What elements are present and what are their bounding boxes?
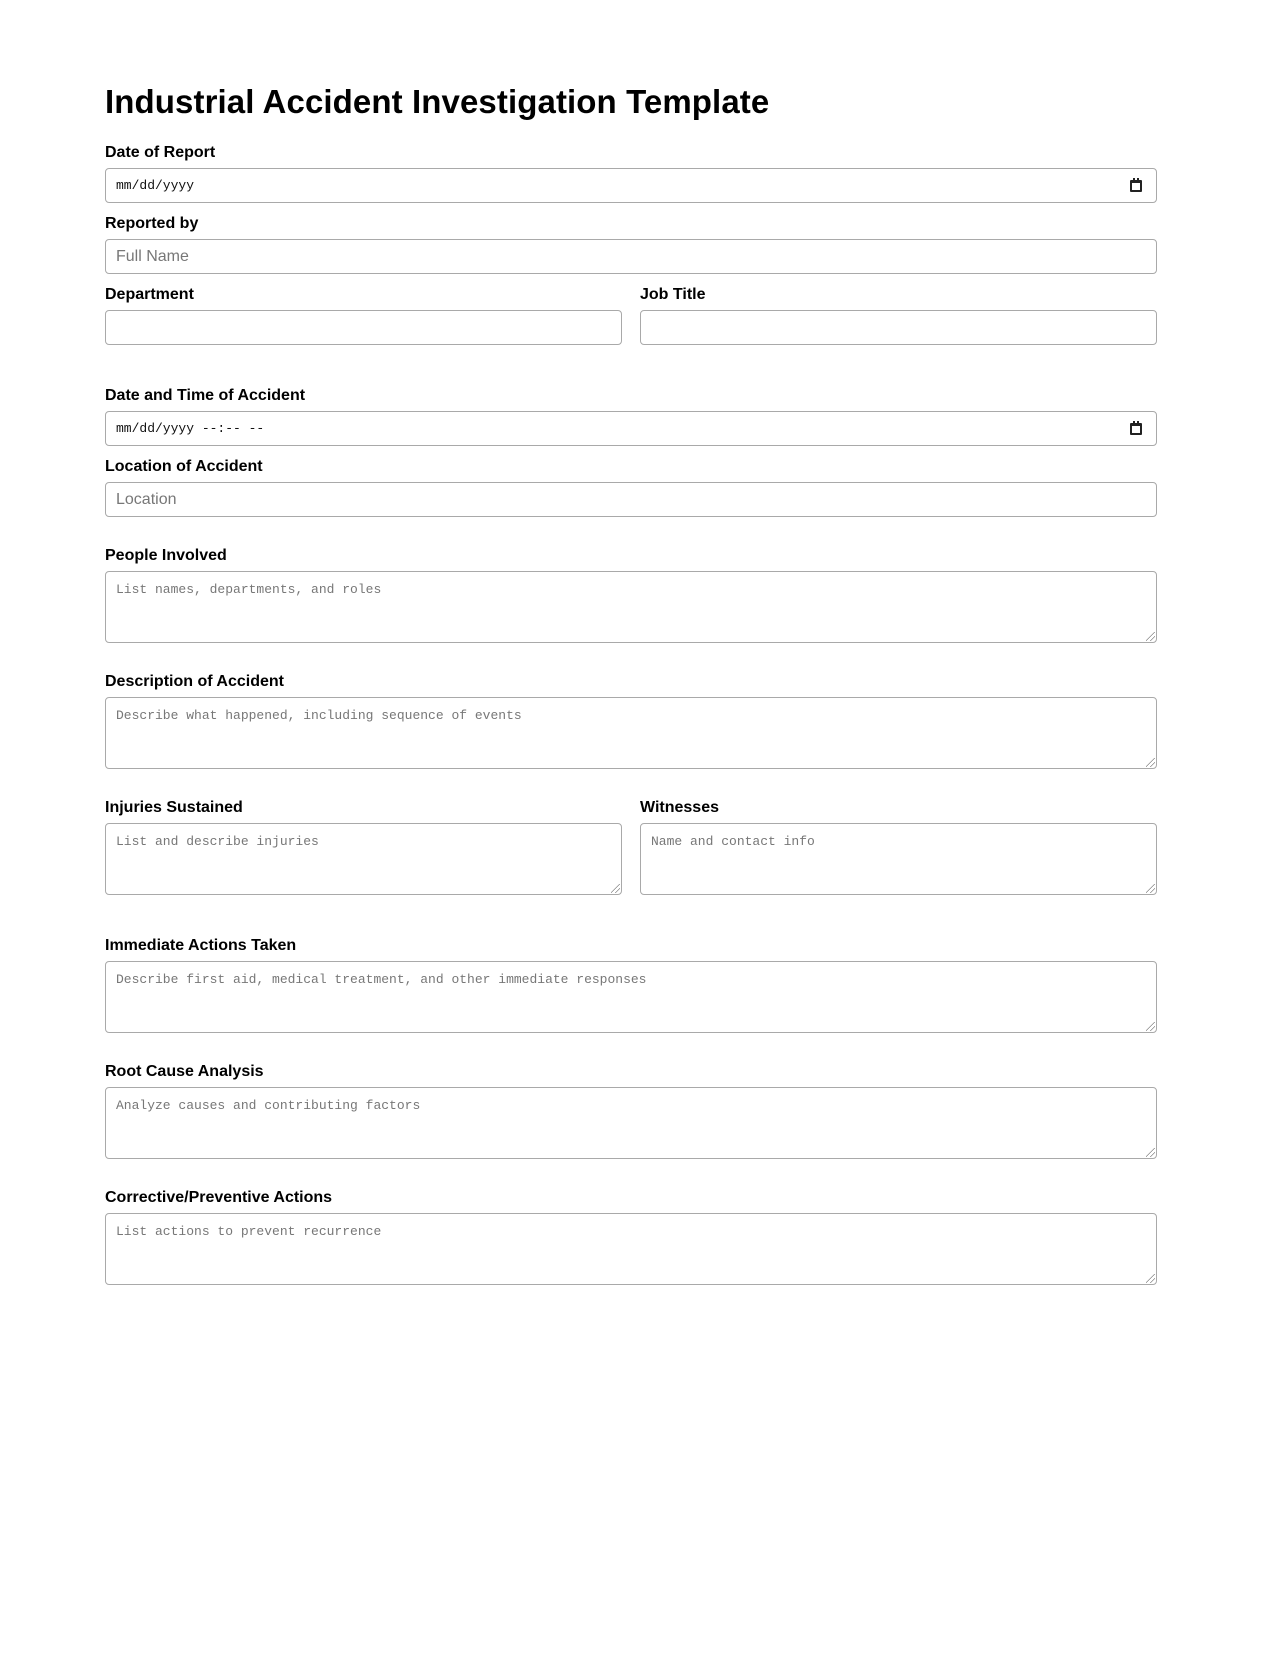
description-of-accident-textarea[interactable]	[105, 697, 1157, 769]
people-involved-label: People Involved	[105, 547, 227, 564]
immediate-actions-section	[105, 937, 1157, 1033]
injuries-sustained-label: Injuries Sustained	[105, 799, 243, 816]
resize-handle-icon[interactable]	[1146, 1148, 1155, 1157]
reported-by-placeholder: Full Name	[116, 247, 189, 265]
date-of-report-label: Date of Report	[105, 144, 216, 161]
location-of-accident-field	[105, 458, 1157, 517]
location-of-accident-input[interactable]	[105, 482, 1157, 517]
root-cause-textarea[interactable]	[105, 1087, 1157, 1159]
accident-details-section	[105, 387, 1157, 517]
corrective-actions-field	[105, 1189, 1157, 1285]
people-involved-placeholder: List names, departments, and roles	[116, 582, 382, 597]
department-job-row	[105, 286, 1157, 357]
people-involved-section	[105, 547, 1157, 643]
immediate-actions-field	[105, 937, 1157, 1033]
accident-investigation-form	[105, 144, 1157, 1299]
date-time-of-accident-label: Date and Time of Accident	[105, 387, 306, 404]
resize-handle-icon[interactable]	[1146, 1274, 1155, 1283]
department-field	[105, 286, 622, 345]
date-of-report-input[interactable]	[105, 168, 1157, 203]
reported-by-field	[105, 215, 1157, 274]
calendar-icon[interactable]	[1130, 180, 1142, 192]
injuries-placeholder: List and describe injuries	[116, 834, 319, 849]
people-involved-textarea[interactable]	[105, 571, 1157, 643]
witnesses-placeholder: Name and contact info	[651, 834, 815, 849]
calendar-icon[interactable]	[1130, 423, 1142, 435]
injuries-sustained-textarea[interactable]	[105, 823, 622, 895]
job-title-label: Job Title	[640, 286, 706, 303]
report-info-section	[105, 144, 1157, 357]
resize-handle-icon[interactable]	[1146, 632, 1155, 641]
root-cause-field	[105, 1063, 1157, 1159]
injuries-sustained-field	[105, 799, 622, 895]
description-placeholder: Describe what happened, including sequence of events	[116, 708, 522, 723]
immediate-actions-label: Immediate Actions Taken	[105, 937, 297, 954]
immediate-actions-textarea[interactable]	[105, 961, 1157, 1033]
resize-handle-icon[interactable]	[611, 884, 620, 893]
date-of-report-field	[105, 144, 1157, 203]
reported-by-label: Reported by	[105, 215, 199, 232]
corrective-actions-placeholder: List actions to prevent recurrence	[116, 1224, 382, 1239]
reported-by-input[interactable]	[105, 239, 1157, 274]
location-of-accident-label: Location of Accident	[105, 458, 263, 475]
description-of-accident-label: Description of Accident	[105, 673, 284, 690]
root-cause-placeholder: Analyze causes and contributing factors	[116, 1098, 421, 1113]
resize-handle-icon[interactable]	[1146, 884, 1155, 893]
description-of-accident-field	[105, 673, 1157, 769]
injuries-witnesses-section	[105, 799, 1157, 907]
witnesses-label: Witnesses	[640, 799, 719, 816]
job-title-input[interactable]	[640, 310, 1157, 345]
corrective-actions-label: Corrective/Preventive Actions	[105, 1189, 333, 1206]
root-cause-label: Root Cause Analysis	[105, 1063, 264, 1080]
job-title-field	[640, 286, 1157, 345]
date-time-of-accident-field	[105, 387, 1157, 446]
date-time-of-accident-input[interactable]	[105, 411, 1157, 446]
department-input[interactable]	[105, 310, 622, 345]
corrective-actions-textarea[interactable]	[105, 1213, 1157, 1285]
root-cause-section	[105, 1063, 1157, 1159]
date-of-report-value: mm/dd/yyyy	[116, 178, 195, 193]
department-label: Department	[105, 286, 194, 303]
description-section	[105, 673, 1157, 769]
immediate-actions-placeholder: Describe first aid, medical treatment, and other immediate responses	[116, 972, 647, 987]
page-title: Industrial Accident Investigation Template	[105, 83, 770, 120]
date-time-of-accident-value: mm/dd/yyyy --:-- --	[116, 421, 265, 436]
injuries-witnesses-row	[105, 799, 1157, 907]
page-container	[105, 0, 1157, 1299]
witnesses-field	[640, 799, 1157, 895]
people-involved-field	[105, 547, 1157, 643]
location-placeholder: Location	[116, 490, 177, 508]
corrective-actions-section	[105, 1189, 1157, 1285]
witnesses-textarea[interactable]	[640, 823, 1157, 895]
resize-handle-icon[interactable]	[1146, 758, 1155, 767]
resize-handle-icon[interactable]	[1146, 1022, 1155, 1031]
